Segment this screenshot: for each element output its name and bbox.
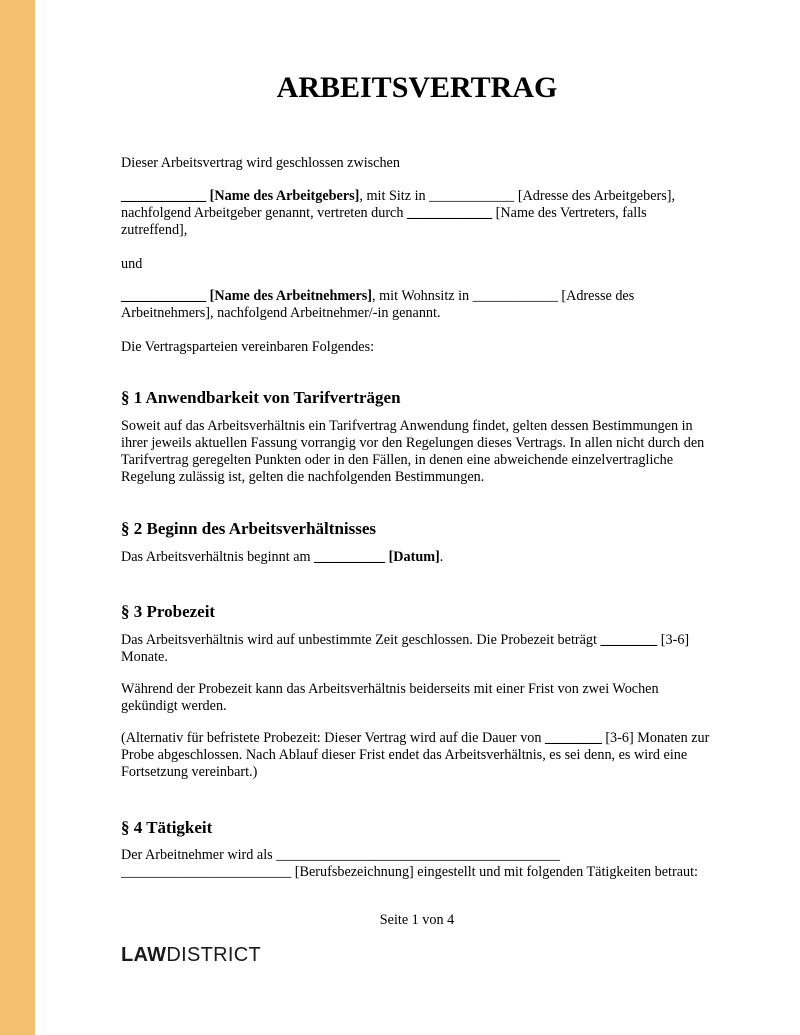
- section-3-paragraph-2: Während der Probezeit kann das Arbeitsverhältnis beiderseits mit einer Frist von zwei Wochen gekündigt werden.: [121, 681, 659, 714]
- document-title: ARBEITSVERTRAG: [276, 71, 558, 104]
- employee-paragraph: [121, 288, 716, 322]
- employer-paragraph: [121, 188, 716, 239]
- employee-blank: ____________: [121, 288, 207, 304]
- section-3-paragraph-1: [121, 632, 716, 666]
- section-4-heading: § 4 Tätigkeit: [121, 818, 213, 837]
- logo-part-law: LAW: [121, 944, 167, 966]
- employer-text-1: , mit Sitz in ____________ [Adresse des Arbeitgebers], nachfolgend Arbeitgeber genannt, vertreten durch: [121, 188, 676, 221]
- section-4-paragraph: Der Arbeitnehmer wird als ________________________________________ ________________________ [Berufsbezeichnung] eingestellt und mit folgenden Tätigkeiten betraut:: [121, 847, 698, 880]
- agreement-text: Die Vertragsparteien vereinbaren Folgendes:: [121, 339, 375, 355]
- und-text: und: [121, 256, 143, 272]
- start-date-label: [Datum]: [385, 549, 440, 565]
- page-number: Seite 1 von 4: [379, 912, 455, 928]
- employer-name-label: [Name des Arbeitgebers]: [209, 188, 360, 204]
- alt-probation-end: [3-6] Monaten zur Probe abgeschlossen. Nach Ablauf dieser Frist endet das Arbeitsverhältnis, es sei denn, es wird eine Fortsetzung vereinbart.): [121, 730, 710, 780]
- alt-probation-blank: ________: [545, 730, 602, 746]
- start-date-blank: __________: [314, 549, 386, 565]
- representative-blank: ____________: [407, 205, 493, 221]
- employee-name-label: [Name des Arbeitnehmers]: [209, 288, 373, 304]
- alt-probation-text: (Alternativ für befristete Probezeit: Dieser Vertrag wird auf die Dauer von: [121, 730, 546, 746]
- lawdistrict-logo: [121, 943, 261, 967]
- section-1-heading: § 1 Anwendbarkeit von Tarifverträgen: [121, 388, 401, 407]
- section-2-heading: § 2 Beginn des Arbeitsverhältnisses: [121, 519, 377, 538]
- section-3-paragraph-3: [121, 730, 716, 781]
- employer-text-2: [Name des Vertreters, falls zutreffend],: [121, 205, 647, 238]
- probation-blank: ________: [600, 632, 658, 648]
- section-1-paragraph: Soweit auf das Arbeitsverhältnis ein Tarifvertrag Anwendung findet, gelten dessen Bestimmungen in ihrer jeweils aktuellen Fassung vorrangig vor den Regelungen dieses Vertrags. In allen nicht durch den Tarifvertrag geregelten Punkten oder in den Fällen, in denen eine abweichende einzelvertragliche Regelung zulässig ist, gelten die nachfolgenden Bestimmungen.: [121, 418, 705, 485]
- employee-text-1: , mit Wohnsitz in ____________ [Adresse des Arbeitnehmers], nachfolgend Arbeitnehmer/-in genannt.: [121, 288, 635, 321]
- probation-text: Das Arbeitsverhältnis wird auf unbestimmte Zeit geschlossen. Die Probezeit beträgt: [121, 632, 601, 648]
- intro-text: Dieser Arbeitsvertrag wird geschlossen zwischen: [121, 155, 400, 171]
- section-2-paragraph: [121, 549, 716, 566]
- section-2-text: Das Arbeitsverhältnis beginnt am: [121, 549, 315, 565]
- logo-part-district: DISTRICT: [166, 944, 261, 966]
- probation-end: [3-6] Monate.: [121, 632, 690, 665]
- section-3-heading: § 3 Probezeit: [121, 602, 216, 621]
- section-2-end: .: [439, 549, 444, 565]
- employer-blank: ____________: [121, 188, 207, 204]
- sidebar-accent: [0, 0, 35, 1035]
